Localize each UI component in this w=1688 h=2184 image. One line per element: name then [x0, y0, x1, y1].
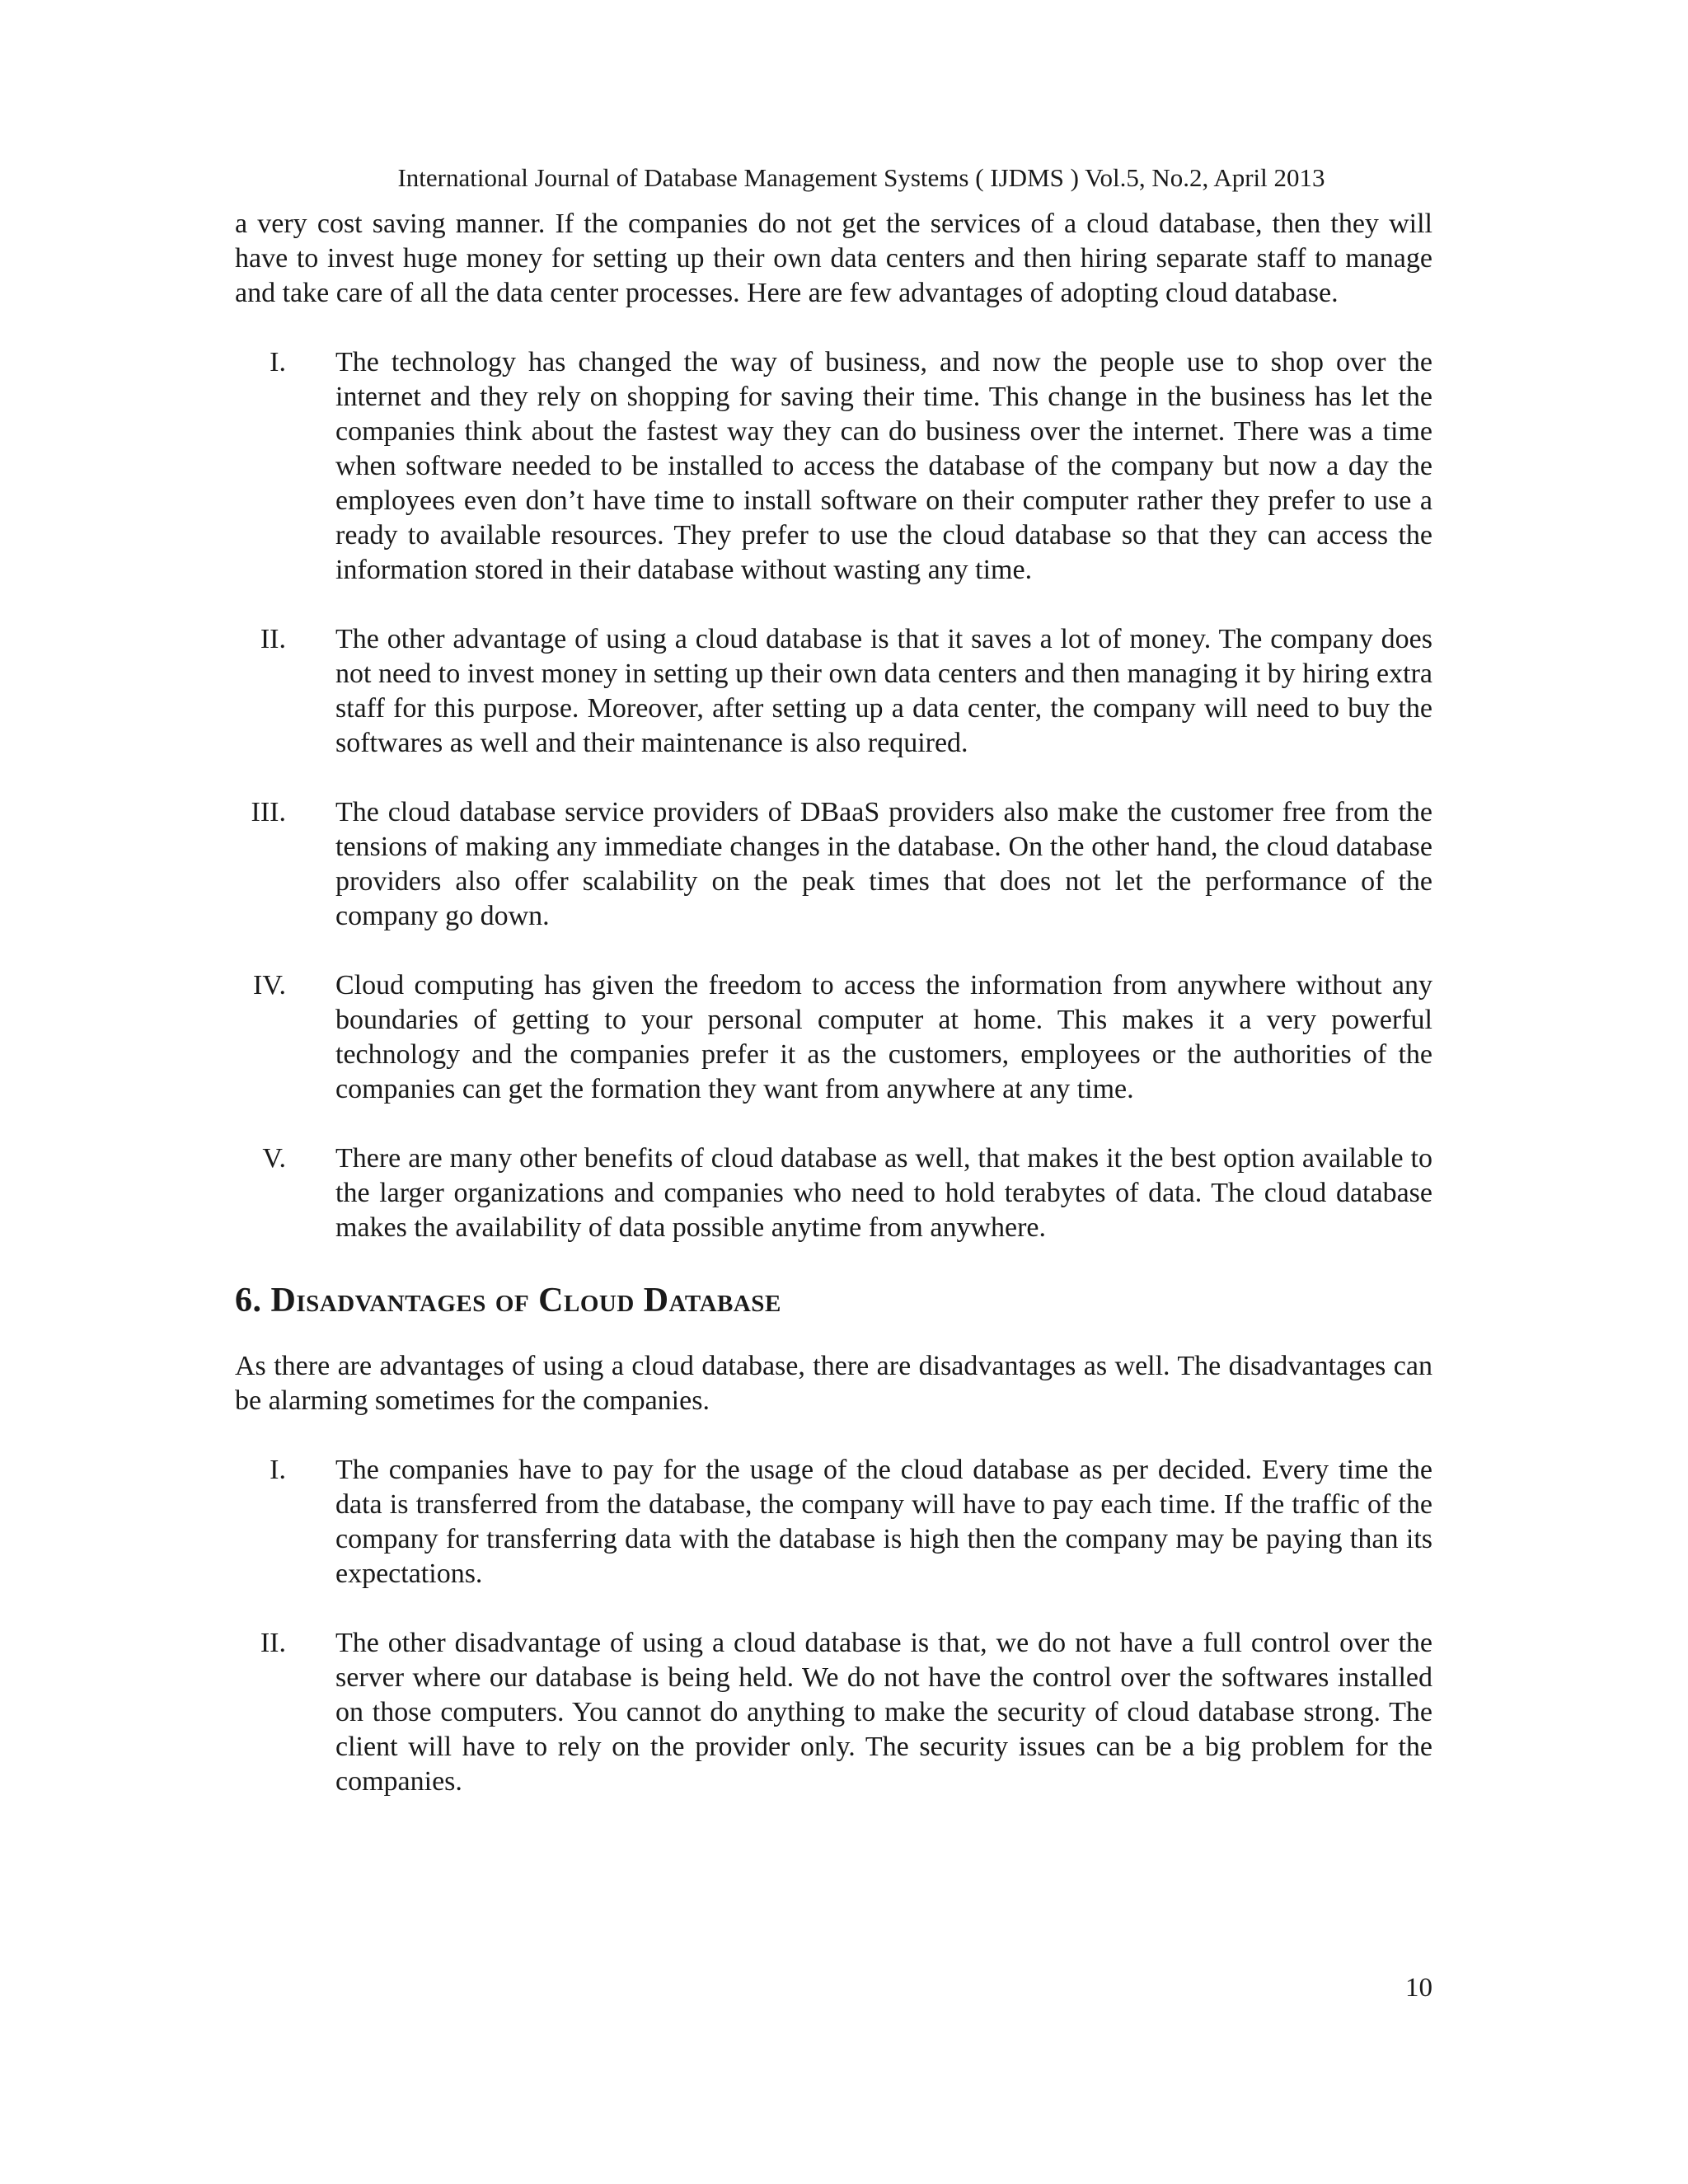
section-intro-paragraph: As there are advantages of using a cloud database, there are disadvantages as well. The disadvantages can be alarming sometimes for the companies. — [235, 1351, 1432, 1416]
disadvantages-list — [235, 1453, 1432, 1799]
list-item-number: V. — [262, 1143, 286, 1174]
intro-paragraph: a very cost saving manner. If the companies do not get the services of a cloud database, then they will have to invest huge money for setting up their own data centers and then hiring separate staff to manage and take care of all the data center processes. Here are few advantages of adopting cloud database. — [235, 209, 1432, 308]
page-number: 10 — [1405, 1973, 1432, 2003]
list-item-text: The other advantage of using a cloud database is that it saves a lot of money. The company does not need to invest money in setting up their own data centers and then managing it by hiring extra staff for this purpose. Moreover, after setting up a data center, the company will need to buy the softwares as well and their maintenance is also required. — [335, 624, 1432, 758]
list-item — [235, 345, 1432, 588]
list-item — [235, 795, 1432, 934]
list-item-text: There are many other benefits of cloud database as well, that makes it the best option available to the larger organizations and companies who need to hold terabytes of data. The cloud database makes the availability of data possible anytime from anywhere. — [335, 1143, 1432, 1243]
list-item-number: I. — [270, 347, 286, 377]
list-item — [235, 622, 1432, 761]
advantages-list — [235, 345, 1432, 1245]
list-item — [235, 1141, 1432, 1245]
section-heading: 6. Disadvantages of Cloud Database — [235, 1282, 781, 1319]
list-item-number: III. — [251, 797, 286, 827]
list-item-text: The technology has changed the way of business, and now the people use to shop over the internet and they rely on shopping for saving their time. This change in the business has let the companies think about the fastest way they can do business over the internet. There was a time when software needed to be installed to access the database of the company but now a day the employees even don’t have time to install software on their computer rather they prefer to use a ready to available resources. They prefer to use the cloud database so that they can access the information stored in their database without wasting any time. — [335, 347, 1432, 585]
list-item-text: The other disadvantage of using a cloud database is that, we do not have a full control over the server where our database is being held. We do not have the control over the softwares installed on those computers. You cannot do anything to make the security of cloud database strong. The client will have to rely on the provider only. The security issues can be a big problem for the companies. — [335, 1628, 1432, 1797]
list-item-text: Cloud computing has given the freedom to access the information from anywhere without any boundaries of getting to your personal computer at home. This makes it a very powerful technology and the companies prefer it as the customers, employees or the authorities of the companies can get the formation they want from anywhere at any time. — [335, 970, 1432, 1104]
list-item — [235, 1626, 1432, 1799]
list-item — [235, 1453, 1432, 1591]
list-item-text: The companies have to pay for the usage of the cloud database as per decided. Every time the data is transferred from the database, the company will have to pay each time. If the traffic of the company for transferring data with the database is high then the company may be paying than its expectations. — [335, 1455, 1432, 1589]
list-item-number: II. — [260, 624, 286, 654]
running-header: International Journal of Database Management Systems ( IJDMS ) Vol.5, No.2, April 2013 — [397, 163, 1325, 192]
list-item-text: The cloud database service providers of DBaaS providers also make the customer free from the tensions of making any immediate changes in the database. On the other hand, the cloud database providers also offer scalability on the peak times that does not let the performance of the company go down. — [335, 797, 1432, 931]
page-content — [235, 207, 1432, 1834]
list-item-number: II. — [260, 1628, 286, 1658]
list-item-number: IV. — [253, 970, 286, 1001]
list-item-number: I. — [270, 1455, 286, 1485]
list-item — [235, 968, 1432, 1107]
